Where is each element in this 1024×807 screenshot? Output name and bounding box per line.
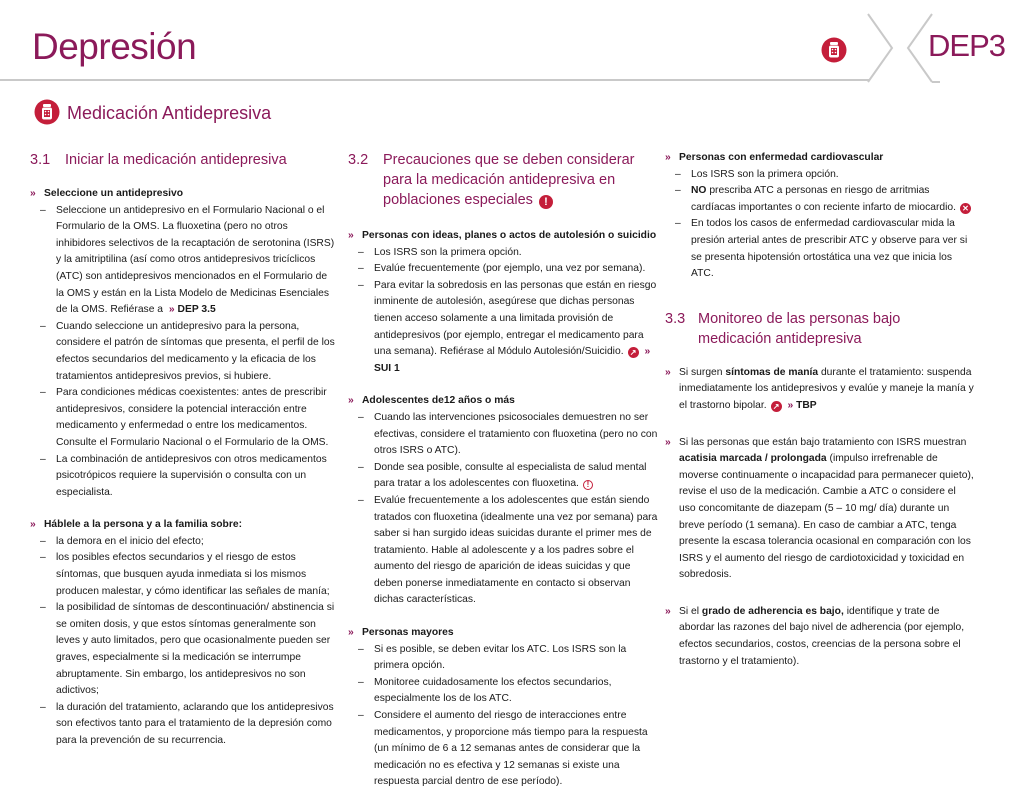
block-heading: Seleccione un antidepresivo [44, 188, 184, 199]
specialist-consult-icon: ! [583, 480, 593, 490]
block-mayores [348, 625, 658, 791]
block-hablele [30, 517, 336, 749]
heading-text: Monitoreo de las personas bajo medicación antidepresiva [698, 310, 901, 347]
list-item: – Monitoree cuidadosamente los efectos secundarios, especialmente los de los ATC. [358, 676, 612, 705]
bullet-icon: » [665, 366, 671, 378]
list-item: – Los ISRS son la primera opción. [358, 246, 522, 258]
cross-reference-link[interactable]: » SUI 1 [374, 346, 651, 374]
list-item: – En todos los casos de enfermedad cardiovascular mida la presión arterial antes de prescribir ATC y observe para ver si se presenta hipotensión ortostática una vez que inicia los ATC. [675, 218, 968, 280]
list-item: – la posibilidad de síntomas de descontinuación/ abstinencia si se omiten dosis, y que estos síntomas generalmente son leves y auto limitados, pero que ocasionalmente pueden ser graves, especialmente si la medicación se interrumpe abruptamente. Sin embargo, los antidepresivos no son adictivos; [40, 602, 335, 697]
heading-number: 3.1 [30, 152, 51, 168]
header-divider [0, 79, 870, 81]
block-adolescentes [348, 393, 658, 609]
paragraph-mania: » Si surgen síntomas de manía durante el tratamiento: suspenda inmediatamente los antidepresivos y evalúe y maneje la manía y el trastorno bipolar. ↗ » TBP [665, 365, 975, 415]
column-3 [665, 150, 975, 686]
referral-icon: ↗ [771, 401, 782, 412]
heading-text: Iniciar la medicación antidepresiva [65, 152, 287, 168]
bullet-icon: » [665, 436, 671, 448]
list-item: – NO prescriba ATC a personas en riesgo de arritmias cardíacas importantes o con reciente infarto de miocardio. ✕ [665, 183, 975, 216]
list-item: – La combinación de antidepresivos con otros medicamentos psicotrópicos requiere la supervisión o consulta con un especialista. [40, 453, 327, 498]
item-list [348, 245, 658, 378]
bullet-icon: » [30, 188, 36, 199]
module-code: DEP3 [928, 28, 1005, 63]
bullet-icon: » [665, 152, 671, 163]
block-heading: Personas con enfermedad cardiovascular [679, 152, 884, 163]
block-heading: Háblele a la persona y a la familia sobre: [44, 519, 243, 531]
cross-reference-link[interactable]: » DEP 3.5 [168, 304, 216, 316]
bullet-icon: » [348, 395, 354, 407]
block-seleccione [30, 186, 336, 501]
bullet-icon: » [665, 605, 671, 617]
medicine-bottle-icon [821, 37, 847, 63]
list-item: – Considere el aumento del riesgo de interacciones entre medicamentos, y proporcione más tiempo para la respuesta (un mínimo de 6 a 12 semanas antes de considerar que la medicación no es efectiva y 12 semanas si existe una respuesta parcial dentro de ese período). [358, 710, 648, 788]
medicine-bottle-icon [34, 99, 60, 125]
list-item: – la duración del tratamiento, aclarando que los antidepresivos son efectivos tanto para el tratamiento de la depresión como para la prevención de su recurrencia. [40, 701, 334, 746]
list-item: – los posibles efectos secundarios y el riesgo de estos síntomas, que busquen ayuda inmediata si los mismos producen malestar, y cómo identificar las señales de manía; [40, 552, 330, 597]
block-heading: Personas mayores [362, 627, 454, 639]
column-1 [30, 150, 336, 766]
page-title: Depresión [32, 26, 197, 67]
cross-reference-link[interactable]: » TBP [787, 399, 817, 411]
item-list [30, 534, 336, 750]
item-list [665, 167, 975, 283]
column-2 [348, 150, 658, 807]
item-list [348, 410, 658, 609]
list-item: – Los ISRS son la primera opción. [675, 168, 839, 180]
heading-3-3 [665, 309, 975, 349]
paragraph-adherencia: » Si el grado de adherencia es bajo, identifique y trate de abordar las razones del bajo nivel de adherencia (por ejemplo, efectos secundarios, costos, creencias de la persona sobre el trastorno y el tratamiento). [665, 604, 975, 670]
block-heading: Personas con ideas, planes o actos de autolesión o suicidio [362, 230, 657, 241]
bullet-icon: » [348, 230, 354, 241]
list-item: – Para condiciones médicas coexistentes: antes de prescribir antidepresivos, considere la potencial interacción entre medicamento y enfermedad o entre los medicamentos. Consulte el Formulario Nacional o el Formulario de la OMS. [40, 387, 329, 448]
paragraph-acatisia: » Si las personas que están bajo tratamiento con ISRS muestran acatisia marcada / prolongada (impulso irrefrenable de moverse continuamente o incapacidad para permanecer quieto), revise el uso de la medicación. Cambie a ATC o considere el uso concomitante de diazepam (5 – 10 mg/ día) durante un breve período (1 semana). En caso de cambiar a ATC, tenga presente la escasa tolerancia ocasional en comparación con los ISRS y el aumento del riesgo de cardiotoxicidad y toxicidad en sobredosis. [665, 435, 975, 584]
list-item: – la demora en el inicio del efecto; [40, 535, 204, 547]
list-item: – Para evitar la sobredosis en las personas que están en riesgo inminente de autolesión, asegúrese que dichas personas tienen acceso solamente a una limitada provisión de antidepresivos (por ejemplo, entregar el medicamento para una semana). Refiérase al Módulo Autolesión/Suicidio. ↗ » SUI 1 [358, 279, 657, 374]
warning-icon: ! [539, 195, 553, 209]
heading-text: Precauciones que se deben considerar para la medicación antidepresiva en poblaciones especiales [383, 152, 635, 208]
item-list [348, 642, 658, 791]
prohibited-icon: ✕ [960, 203, 971, 214]
list-item: – Cuando las intervenciones psicosociales demuestren no ser efectivas, considere el tratamiento con fluoxetina (pero no con otros ISRS o ATC). [358, 411, 658, 457]
bullet-icon: » [30, 519, 36, 531]
list-item: – Donde sea posible, consulte al especialista de salud mental para tratar a los adolescentes con fluoxetina. ! [358, 461, 647, 490]
heading-number: 3.3 [665, 310, 686, 327]
referral-icon: ↗ [628, 347, 639, 358]
list-item: – Seleccione un antidepresivo en el Formulario Nacional o el Formulario de la OMS. La fluoxetina (pero no otros inhibidores selectivos de la recaptación de serotonina (ISRS) y la amitriptilina (así como otros antidepresivos tricíclicos (ATC) son antidepresivos mencionados en el Formulario de la OMS y están en la Lista Modelo de Medicinas Esenciales de la OMS. Refiérase a » DEP 3.5 [40, 204, 335, 316]
list-item: – Evalúe frecuentemente a los adolescentes que están siendo tratados con fluoxetina (idealmente una vez por semana) para saber si han surgido ideas suicidas durante el primer mes de tratamiento. Hable al adolescente y a los padres sobre el aumento del riesgo de aparición de ideas suicidas y que deben ponerse inmediatamente en contacto si observan dichas características. [358, 494, 658, 606]
section-title: Medicación Antidepresiva [67, 103, 272, 123]
item-list [30, 203, 336, 502]
bullet-icon: » [348, 627, 354, 639]
heading-3-2 [348, 150, 658, 210]
heading-number: 3.2 [348, 152, 369, 168]
list-item: – Si es posible, se deben evitar los ATC. Los ISRS son la primera opción. [358, 643, 627, 672]
list-item: – Cuando seleccione un antidepresivo para la persona, considere el patrón de síntomas que presenta, el perfil de los efectos secundarios del medicamento y la eficacia de los tratamientos antidepresivos previos, si hubiere. [40, 320, 335, 382]
list-item: – Evalúe frecuentemente (por ejemplo, una vez por semana). [358, 263, 646, 275]
block-cardiovascular [665, 150, 975, 283]
block-heading: Adolescentes de12 años o más [362, 395, 515, 407]
heading-3-1 [30, 150, 336, 170]
block-autolesion [348, 228, 658, 377]
